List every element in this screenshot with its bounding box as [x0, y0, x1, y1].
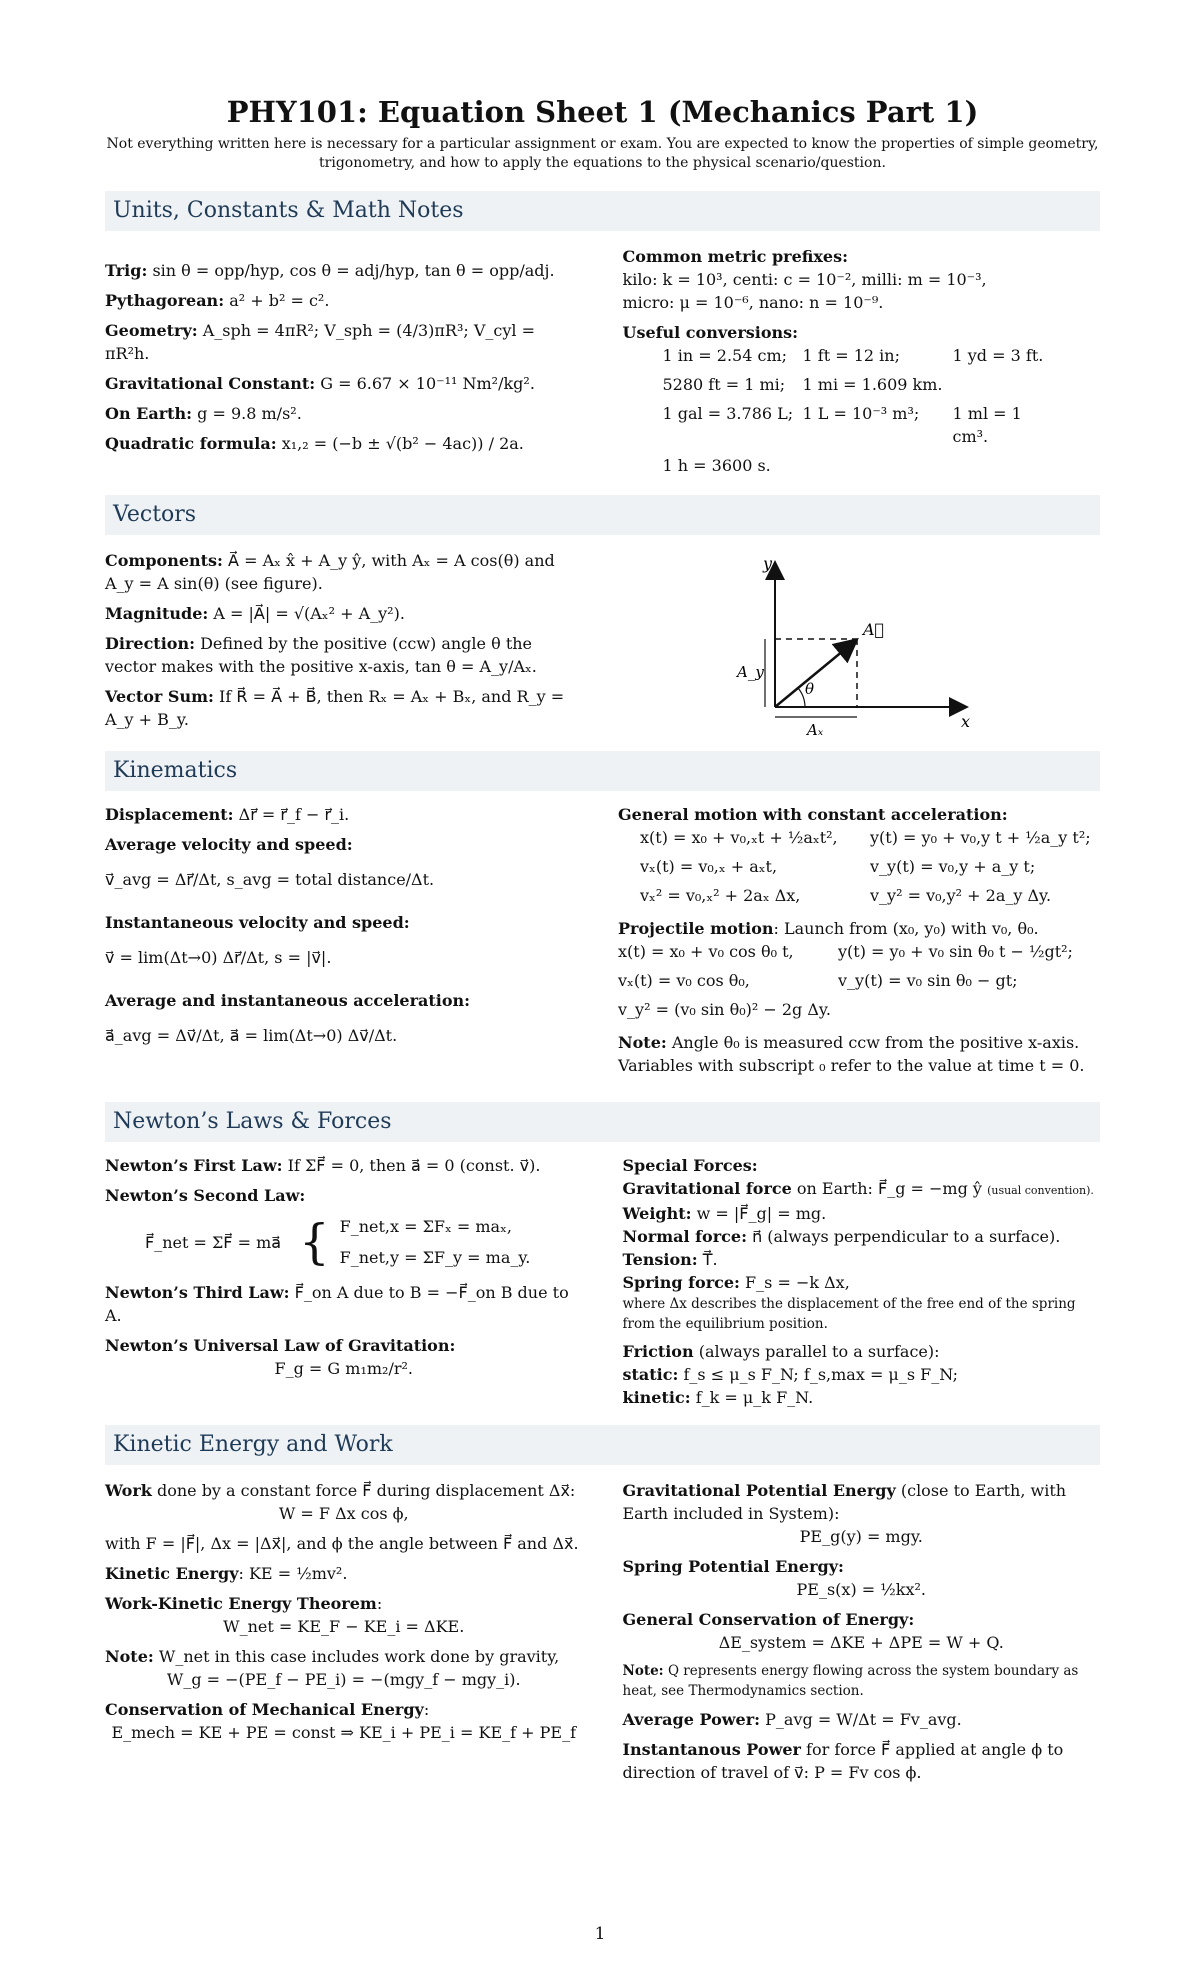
equation: y(t) = y₀ + v₀ sin θ₀ t − ½gt²; — [838, 942, 1073, 961]
tension-text: T⃗. — [702, 1250, 718, 1269]
label-theta: θ — [805, 680, 815, 698]
section-units-heading: Units, Constants & Math Notes — [105, 191, 1100, 231]
equation: v_y² = (v₀ sin θ₀)² − 2g Δy. — [618, 1000, 831, 1019]
univ-eq: F_g = G m₁m₂/r². — [274, 1359, 413, 1378]
units-left-column — [105, 245, 583, 477]
kinetic-label: kinetic: — [622, 1388, 691, 1407]
newton-left-column — [105, 1154, 583, 1409]
mag-text: A = |A⃗| = √(Aₓ² + A_y²). — [213, 604, 405, 623]
section-units — [105, 245, 1100, 477]
conversion: 1 yd = 3 ft. — [952, 346, 1044, 365]
conversions-grid — [663, 344, 1101, 477]
work-note: with F = |F⃗|, Δx = |Δx⃗|, and ϕ the angle between F⃗ and Δx⃗. — [105, 1534, 579, 1553]
spring-text: F_s = −k Δx, — [745, 1273, 850, 1292]
geom-eq: A_sph = 4πR²; V_sph = (4/3)πR³; V_cyl = πR²h. — [105, 321, 536, 363]
pyth-label: Pythagorean: — [105, 291, 225, 310]
pyth-eq: a² + b² = c². — [229, 291, 330, 310]
gen-equations — [640, 826, 1100, 907]
cons-eq: E_mech = KE + PE = const ⇒ KE_i + PE_i = KE_f + PE_f — [111, 1723, 576, 1742]
grav-label: Gravitational Constant: — [105, 374, 316, 393]
work-label: Work — [105, 1481, 152, 1500]
disp-label: Displacement: — [105, 805, 234, 824]
equation: vₓ(t) = v₀,ₓ + aₓt, — [640, 857, 778, 876]
sum-label: Vector Sum: — [105, 687, 214, 706]
label-y: y — [763, 554, 773, 573]
mag-label: Magnitude: — [105, 604, 209, 623]
spe-label: Spring Potential Energy: — [622, 1557, 844, 1576]
vectors-text — [105, 549, 585, 739]
kin-note-label: Note: — [618, 1033, 667, 1052]
second-law-label: Newton’s Second Law: — [105, 1186, 306, 1205]
wke-eq: W_net = KE_F − KE_i = ΔKE. — [223, 1617, 465, 1636]
friction-label: Friction — [622, 1342, 694, 1361]
trig-label: Trig: — [105, 261, 148, 280]
subtitle: Not everything written here is necessary for a particular assignment or exam. You are expected to know the properties of simple geometry, trigonometry, and how to apply the equations to the physical scenario/question. — [106, 136, 1099, 171]
geom-label: Geometry: — [105, 321, 198, 340]
conversion: 1 mi = 1.609 km. — [802, 375, 943, 394]
theta-arc — [798, 688, 805, 707]
gen-label: General motion with constant acceleration: — [618, 805, 1008, 824]
dir-label: Direction: — [105, 634, 195, 653]
proj-equations — [618, 940, 1100, 1021]
normal-label: Normal force: — [622, 1227, 747, 1246]
comp-text: A⃗ = Aₓ x̂ + A_y ŷ, with Aₓ = A cos(θ) and A_y = A sin(θ) (see figure). — [105, 551, 555, 593]
prefix-label: Common metric prefixes: — [622, 247, 849, 266]
kinematics-left-column — [105, 803, 578, 1084]
third-law-label: Newton’s Third Law: — [105, 1283, 290, 1302]
univ-label: Newton’s Universal Law of Gravitation: — [105, 1336, 456, 1355]
equation: y(t) = y₀ + v₀,y t + ½a_y t²; — [870, 828, 1091, 847]
section-energy — [105, 1479, 1100, 1791]
friction-text: (always parallel to a surface): — [698, 1342, 940, 1361]
energy-right-column — [623, 1479, 1101, 1791]
ke-label: Kinetic Energy — [105, 1564, 239, 1583]
gpe-text: (close to Earth, with Earth included in System): — [622, 1481, 1067, 1523]
normal-text: n⃗ (always perpendicular to a surface). — [752, 1227, 1061, 1246]
gpe-eq: PE_g(y) = mgy. — [799, 1527, 923, 1546]
tension-label: Tension: — [622, 1250, 698, 1269]
first-law-text: If ΣF⃗ = 0, then a⃗ = 0 (const. v⃗). — [287, 1156, 541, 1175]
static-label: static: — [622, 1365, 679, 1384]
proj-label: Projectile motion — [618, 919, 774, 938]
second-law-eq: F⃗_net = ΣF⃗ = ma⃗ — [145, 1232, 282, 1252]
wg-eq: W_g = −(PE_f − PE_i) = −(mgy_f − mgy_i). — [166, 1670, 521, 1689]
conversion: 1 L = 10⁻³ m³; — [802, 404, 920, 423]
section-vectors — [105, 549, 1100, 739]
equation: v_y(t) = v₀,y + a_y t; — [870, 857, 1036, 876]
work-eq: W = F Δx cos ϕ, — [278, 1504, 409, 1523]
conversion: 1 gal = 3.786 L; — [662, 404, 794, 423]
weight-text: w = |F⃗_g| = mg. — [696, 1204, 827, 1223]
inst-eq: v⃗ = lim(Δt→0) Δr⃗/Δt, s = |v⃗|. — [105, 948, 332, 967]
gravf-label: Gravitational force — [622, 1179, 792, 1198]
acc-label: Average and instantaneous acceleration: — [105, 991, 471, 1010]
second-law-y: F_net,y = ΣF_y = ma_y. — [339, 1248, 531, 1267]
gravf-text: on Earth: F⃗_g = −mg ŷ — [796, 1179, 982, 1198]
equation: vₓ² = v₀,ₓ² + 2aₓ Δx, — [640, 886, 801, 905]
gpe-label: Gravitational Potential Energy — [622, 1481, 896, 1500]
section-kinematics-heading: Kinematics — [105, 751, 1100, 791]
special-label: Special Forces: — [622, 1156, 758, 1175]
equation: v_y(t) = v₀ sin θ₀ − gt; — [838, 971, 1018, 990]
note2-text: Q represents energy flowing across the system boundary as heat, see Thermodynamics section. — [622, 1663, 1079, 1699]
energy-note-label: Note: — [105, 1647, 154, 1666]
cons-colon: : — [423, 1700, 430, 1719]
conversion: 1 h = 3600 s. — [662, 456, 771, 475]
static-text: f_s ≤ μ_s F_N; f_s,max = μ_s F_N; — [683, 1365, 959, 1384]
energy-left-column — [105, 1479, 583, 1791]
earth-label: On Earth: — [105, 404, 193, 423]
page-title: PHY101: Equation Sheet 1 (Mechanics Part 1) — [226, 95, 979, 129]
proj-text: : Launch from (x₀, y₀) with v₀, θ₀. — [773, 919, 1039, 938]
work-text: done by a constant force F⃗ during displacement Δx⃗: — [156, 1481, 576, 1500]
label-ay: A_y — [737, 663, 764, 681]
earth-eq: g = 9.8 m/s². — [197, 404, 302, 423]
wke-colon: : — [376, 1594, 383, 1613]
equation: v_y² = v₀,y² + 2a_y Δy. — [870, 886, 1052, 905]
second-law-x: F_net,x = ΣFₓ = maₓ, — [339, 1217, 512, 1236]
instp-text: for force F⃗ applied at angle ϕ to direction of travel of v⃗: P = Fv cos ϕ. — [622, 1740, 1064, 1782]
comp-label: Components: — [105, 551, 223, 570]
conversion: 1 in = 2.54 cm; — [662, 346, 787, 365]
spring-label: Spring force: — [622, 1273, 740, 1292]
avg-label: Average velocity and speed: — [105, 835, 353, 854]
section-newton — [105, 1154, 1100, 1409]
avgp-text: P_avg = W/Δt = Fv_avg. — [765, 1710, 962, 1729]
conv-label: Useful conversions: — [622, 323, 799, 342]
conversion: 1 ft = 12 in; — [802, 346, 900, 365]
second-law-block — [145, 1215, 583, 1269]
spe-eq: PE_s(x) = ½kx². — [796, 1580, 926, 1599]
conversion: 5280 ft = 1 mi; — [662, 375, 786, 394]
kin-note-text: Angle θ₀ is measured ccw from the positive x-axis. Variables with subscript ₀ refer to the value at time t = 0. — [618, 1033, 1085, 1075]
kinematics-right-column — [618, 803, 1100, 1084]
quad-label: Quadratic formula: — [105, 434, 277, 453]
dir-text: Defined by the positive (ccw) angle θ the vector makes with the positive x-axis, tan θ = A_y/Aₓ. — [105, 634, 537, 676]
units-right-column — [623, 245, 1101, 477]
equation: x(t) = x₀ + v₀ cos θ₀ t, — [618, 942, 794, 961]
second-law-components — [340, 1215, 531, 1269]
brace: { — [299, 1214, 330, 1270]
section-energy-heading: Kinetic Energy and Work — [105, 1425, 1100, 1465]
page-number: 1 — [594, 1924, 606, 1944]
label-x: x — [961, 712, 971, 731]
first-law-label: Newton’s First Law: — [105, 1156, 283, 1175]
vector-diagram — [625, 549, 1025, 739]
section-newton-heading: Newton’s Laws & Forces — [105, 1102, 1100, 1142]
third-law-text: F⃗_on A due to B = −F⃗_on B due to A. — [105, 1283, 569, 1325]
ke-text: : KE = ½mv². — [238, 1564, 348, 1583]
label-ax: Aₓ — [807, 721, 824, 739]
acc-eq: a⃗_avg = Δv⃗/Δt, a⃗ = lim(Δt→0) Δv⃗/Δt. — [105, 1026, 398, 1045]
sum-text: If R⃗ = A⃗ + B⃗, then Rₓ = Aₓ + Bₓ, and R_y = A_y + B_y. — [105, 687, 565, 729]
avg-eq: v⃗_avg = Δr⃗/Δt, s_avg = total distance/Δt. — [105, 870, 435, 889]
grav-eq: G = 6.67 × 10⁻¹¹ Nm²/kg². — [320, 374, 535, 393]
disp-eq: Δr⃗ = r⃗_f − r⃗_i. — [238, 805, 350, 824]
spring-note: where Δx describes the displacement of the free end of the spring from the equilibrium position. — [622, 1296, 1076, 1332]
gce-eq: ΔE_system = ΔKE + ΔPE = W + Q. — [718, 1633, 1004, 1652]
equation: vₓ(t) = v₀ cos θ₀, — [618, 971, 750, 990]
conversion — [953, 373, 1063, 396]
newton-right-column — [623, 1154, 1101, 1409]
note2-label: Note: — [622, 1663, 664, 1679]
energy-note-text: W_net in this case includes work done by gravity, — [158, 1647, 560, 1666]
equation: x(t) = x₀ + v₀,ₓt + ½aₓt², — [640, 828, 838, 847]
section-vectors-heading: Vectors — [105, 495, 1100, 535]
gravf-note: (usual convention). — [987, 1184, 1094, 1197]
label-a: A⃗ — [863, 620, 885, 639]
gce-label: General Conservation of Energy: — [622, 1610, 915, 1629]
vector-figure — [625, 549, 1100, 739]
instp-label: Instantanous Power — [622, 1740, 801, 1759]
weight-label: Weight: — [622, 1204, 692, 1223]
cons-label: Conservation of Mechanical Energy — [105, 1700, 424, 1719]
conversion: 1 ml = 1 cm³. — [952, 404, 1022, 446]
section-kinematics — [105, 803, 1100, 1084]
wke-label: Work-Kinetic Energy Theorem — [105, 1594, 377, 1613]
trig-eq: sin θ = opp/hyp, cos θ = adj/hyp, tan θ = opp/adj. — [152, 261, 555, 280]
quad-eq: x₁,₂ = (−b ± √(b² − 4ac)) / 2a. — [281, 434, 524, 453]
vector-a — [775, 641, 855, 707]
inst-label: Instantaneous velocity and speed: — [105, 913, 410, 932]
prefix-line-2: micro: μ = 10⁻⁶, nano: n = 10⁻⁹. — [622, 293, 884, 312]
kinetic-text: f_k = μ_k F_N. — [695, 1388, 814, 1407]
prefix-line-1: kilo: k = 10³, centi: c = 10⁻², milli: m = 10⁻³, — [622, 270, 987, 289]
avgp-label: Average Power: — [622, 1710, 761, 1729]
